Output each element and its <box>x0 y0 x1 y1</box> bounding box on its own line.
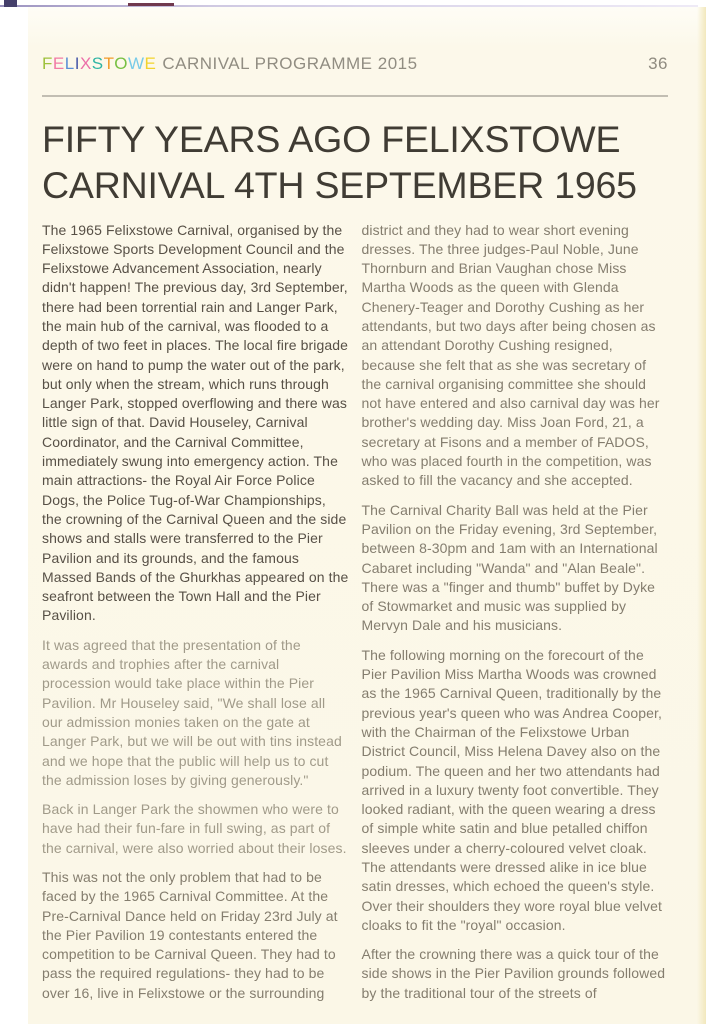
brand-letter: S <box>91 54 104 73</box>
page-right-edge <box>697 7 706 1024</box>
article-body <box>42 221 668 1014</box>
brand-letter: O <box>114 54 128 73</box>
brand-letter: I <box>74 54 80 73</box>
paragraph: The following morning on the forecourt of the Pier Pavilion Miss Martha Woods was crowned as the 1965 Carnival Queen, traditionally by the previous year's queen who was Andrea Cooper, with the Chairman of the Felixstowe Urban District Council, Miss Helena Davey also on the podium. The queen and her two attendants had arrived in a luxury twenty foot convertible. They looked radiant, with the queen wearing a dress of simple white satin and blue petalled chiffon sleeves under a cherry-coloured velvet cloak. The attendants were dressed alike in ice blue satin dresses, which echoed the queen's style. Over their shoulders they wore royal blue velvet cloaks to fit the "royal" occasion. <box>361 646 662 933</box>
scan-edge-artifact <box>0 0 706 7</box>
paragraph: The Carnival Charity Ball was held at the Pier Pavilion on the Friday evening, 3rd September, between 8-30pm and 1am with an International Cabaret including "Wanda" and "Alan Beale". There was a "finger and thumb" buffet by Dyke of Stowmarket and music was supplied by Mervyn Dale and his musicians. <box>361 501 658 634</box>
brand-letter: W <box>127 54 145 73</box>
paragraph: district and they had to wear short evening dresses. The three judges-Paul Noble, June Thornburn and Brian Vaughan chose Miss Martha Woods as the queen with Glenda Chenery-Teager and Dorothy Cushing as her attendants, but two days after being chosen as an attendant Dorothy Cushing resigned, because she felt that as she was secretary of the carnival organising committee she should not have entered and also carnival day was her brother's wedding day. Miss Joan Ford, 21, a secretary at Fisons and a member of FADOS, who was placed fourth in the competition, was asked to fill the vacancy and she accepted. <box>361 221 660 489</box>
header-divider <box>42 95 668 97</box>
brand-letter: F <box>42 54 53 73</box>
programme-page <box>28 7 706 1024</box>
paragraph: Back in Langer Park the showmen who were to have had their fun-fare in full swing, as part of the carnival, were also worried about their loses. <box>42 801 347 856</box>
paragraph: The 1965 Felixstowe Carnival, organised by the Felixstowe Sports Development Council and the Felixstowe Advancement Association, nearly didn't happen! The previous day, 3rd September, there had been torrential rain and Langer Park, the main hub of the carnival, was flooded to a depth of two feet in places. The local fire brigade were on hand to pump the water out of the park, but only when the stream, which runs through Langer Park, stopped overflowing and there was little sign of that. David Houseley, Carnival Coordinator, and the Carnival Committee, immediately swung into emergency action. The main attractions- the Royal Air Force Police Dogs, the Police Tug-of-War Championships, the crowning of the Carnival Queen and the side shows and stalls were transferred to the Pier Pavilion and its grounds, and the famous Massed Bands of the Ghurkhas appeared on the seafront between the Town Hall and the Pier Pavilion. <box>42 221 349 624</box>
brand-wordmark <box>42 54 156 73</box>
page-number: 36 <box>648 54 668 73</box>
scan-edge-mark-left <box>4 0 17 7</box>
brand-letter: T <box>103 54 115 73</box>
paragraph: It was agreed that the presentation of the awards and trophies after the carnival procession would take place within the Pier Pavilion. Mr Houseley said, "We shall lose all our admission monies taken on the gate at Langer Park, but we will be out with tins instead and we hope that the public will help us to cut the admission loses by giving generously." <box>42 636 342 788</box>
column-left <box>42 221 349 1014</box>
title-line-2: CARNIVAL 4TH SEPTEMBER 1965 <box>42 163 637 206</box>
scan-edge-mark-mid <box>128 3 174 6</box>
page-header <box>42 54 668 74</box>
brand-letter: E <box>52 54 65 73</box>
title-line-1: FIFTY YEARS AGO FELIXSTOWE <box>42 118 621 160</box>
paragraph: After the crowning there was a quick tour of the side shows in the Pier Pavilion grounds followed by the traditional tour of the streets of <box>361 946 666 1001</box>
column-right <box>362 221 669 1014</box>
brand-letter: E <box>144 54 157 73</box>
article-title <box>42 117 692 209</box>
paragraph: This was not the only problem that had to be faced by the 1965 Carnival Committee. At the Pre-Carnival Dance held on Friday 23rd July at the Pier Pavilion 19 contestants entered the competition to be Carnival Queen. They had to pass the required regulations- they had to be over 16, live in Felixstowe or the surrounding <box>42 869 338 1001</box>
brand-title: CARNIVAL PROGRAMME 2015 <box>162 54 418 73</box>
brand-letter: X <box>79 54 92 73</box>
brand-letter: L <box>64 54 75 73</box>
brand <box>42 54 418 74</box>
